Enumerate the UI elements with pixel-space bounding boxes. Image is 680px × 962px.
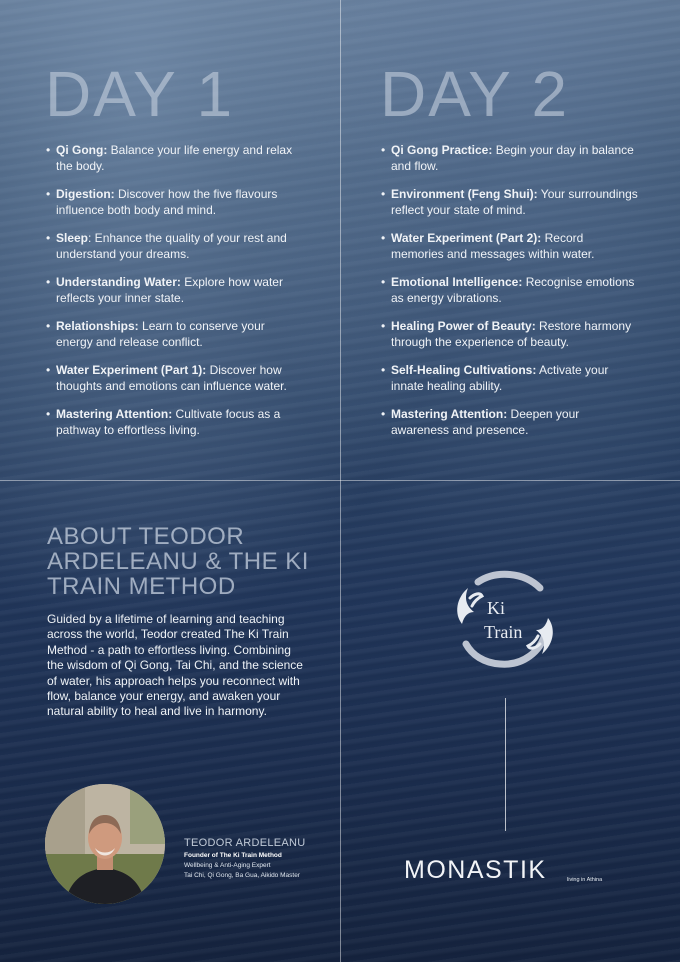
horizontal-divider [0, 480, 680, 481]
about-text: Guided by a lifetime of learning and teaching across the world, Teodor created The Ki Train Method - a path to effortless living. Combining the wisdom of Qi Gong, Tai Chi, and the science of water, his approach helps you reconnect with flow, balance your energy, and awaken your natural ability to heal and live in harmony. [47, 612, 303, 719]
day2-item [381, 275, 639, 306]
day1-item-heading: Mastering Attention: [56, 407, 173, 421]
day1-schedule [46, 143, 304, 451]
day2-item-heading: Emotional Intelligence: [391, 275, 523, 289]
brand-tagline: living in Athina [567, 877, 603, 883]
day2-item [381, 363, 639, 394]
day2-item-heading: Qi Gong Practice: [391, 143, 493, 157]
logo-text-ki: Ki [487, 598, 505, 618]
day2-item-heading: Self-Healing Cultivations: [391, 363, 537, 377]
day1-item [46, 363, 304, 394]
day2-item [381, 187, 639, 218]
day2-item [381, 319, 639, 350]
day1-item-text: Discover how thoughts and emotions can influence water. [56, 363, 287, 393]
about-title: ABOUT TEODOR ARDELEANU & THE KI TRAIN METHOD [47, 523, 309, 600]
portrait-photo [45, 784, 165, 904]
ki-train-logo-icon [448, 568, 562, 672]
day1-item [46, 143, 304, 174]
day2-schedule [381, 143, 639, 451]
day2-item [381, 231, 639, 262]
day2-item-heading: Mastering Attention: [391, 407, 508, 421]
day1-item-heading: Qi Gong: [56, 143, 108, 157]
day1-item [46, 275, 304, 306]
day1-item [46, 231, 304, 262]
day1-item-text: Cultivate focus as a pathway to effortless living. [56, 407, 281, 437]
brand-divider [505, 698, 506, 831]
day2-title: DAY 2 [380, 58, 570, 130]
day2-item-heading: Water Experiment (Part 2): [391, 231, 542, 245]
day2-item-text: Restore harmony through the experience of beauty. [391, 319, 632, 349]
day2-item-text: Begin your day in balance and flow. [391, 143, 634, 173]
day1-item-text: Learn to conserve your energy and release conflict. [56, 319, 265, 349]
profile-subtitle: Wellbeing & Anti-Aging Expert [184, 862, 271, 869]
day1-item [46, 407, 304, 438]
day2-item-heading: Environment (Feng Shui): [391, 187, 538, 201]
day1-item [46, 319, 304, 350]
day2-item-text: Activate your innate healing ability. [391, 363, 609, 393]
day1-item-text: Explore how water reflects your inner state. [56, 275, 283, 305]
day1-item-text: Balance your life energy and relax the body. [56, 143, 293, 173]
day2-item-heading: Healing Power of Beauty: [391, 319, 536, 333]
day1-item-heading: Understanding Water: [56, 275, 181, 289]
day1-item-heading: Digestion: [56, 187, 115, 201]
day1-item-heading: Water Experiment (Part 1): [56, 363, 207, 377]
day2-item-text: Recognise emotions as energy vibrations. [391, 275, 635, 305]
day1-item-text: Discover how the five flavours influence both body and mind. [56, 187, 278, 217]
day2-item [381, 407, 639, 438]
brand-logo: MONASTIK [404, 856, 547, 884]
vertical-divider [340, 0, 341, 962]
day2-item-text: Deepen your awareness and presence. [391, 407, 580, 437]
profile-name: TEODOR ARDELEANU [184, 837, 306, 849]
logo-text-train: Train [484, 622, 523, 642]
day2-item-text: Your surroundings reflect your state of mind. [391, 187, 638, 217]
day1-title: DAY 1 [45, 58, 235, 130]
day1-item-heading: Relationships: [56, 319, 139, 333]
day2-item-text: Record memories and messages within water. [391, 231, 595, 261]
day1-item-heading: Sleep [56, 231, 89, 245]
day1-item-text: : Enhance the quality of your rest and understand your dreams. [56, 231, 287, 261]
day1-item [46, 187, 304, 218]
day2-item [381, 143, 639, 174]
profile-skills: Tai Chi, Qi Gong, Ba Gua, Aikido Master [184, 872, 300, 879]
profile-role: Founder of The Ki Train Method [184, 852, 282, 859]
